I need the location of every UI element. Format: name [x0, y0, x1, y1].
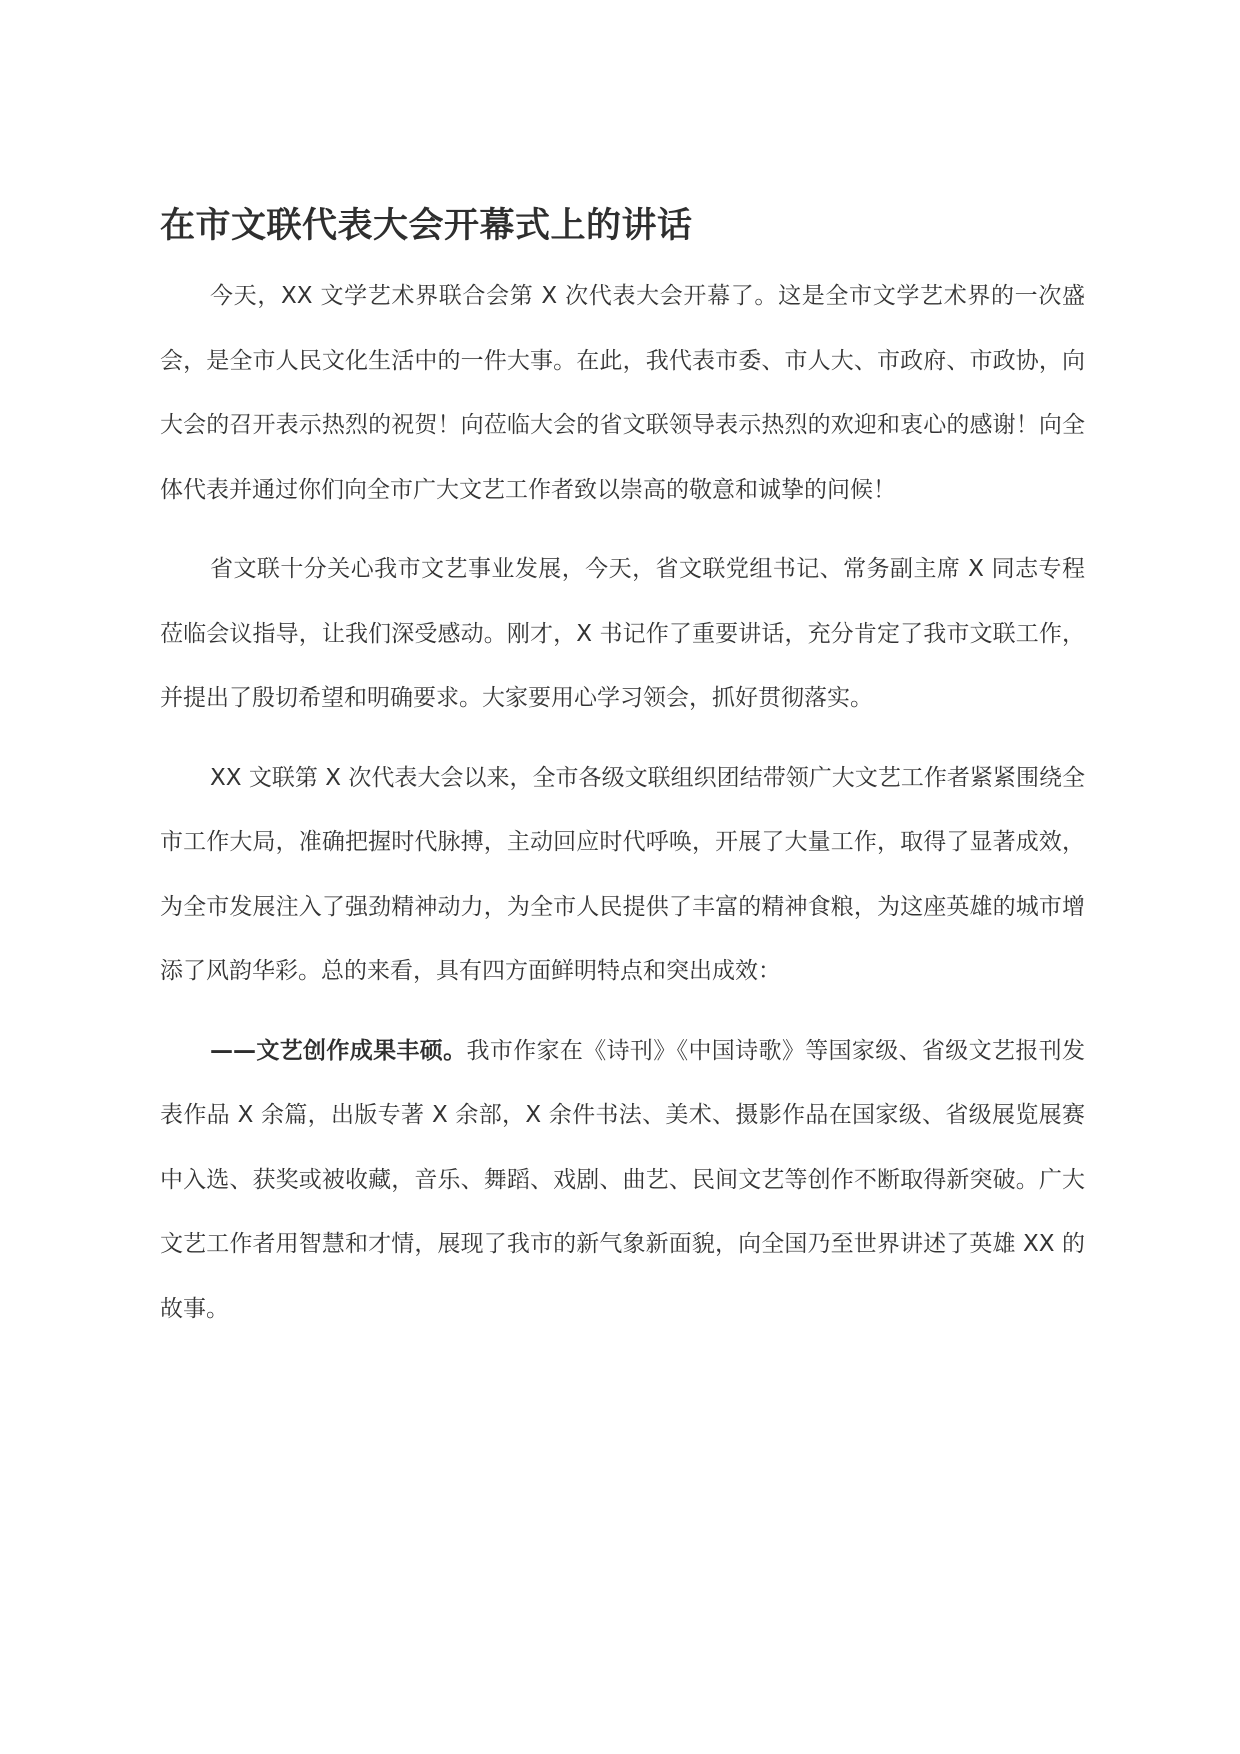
paragraph-4	[160, 1019, 1085, 1342]
paragraph-text: XX 文联第 X 次代表大会以来，全市各级文联组织团结带领广大文艺工作者紧紧围绕全市工作大局，准确把握时代脉搏，主动回应时代呼唤，开展了大量工作，取得了显著成效，为全市发展注入了强劲精神动力，为全市人民提供了丰富的精神食粮，为这座英雄的城市增添了风韵华彩。总的来看，具有四方面鲜明特点和突出成效：	[160, 764, 1085, 984]
paragraph-1	[160, 264, 1085, 522]
paragraph-3	[160, 746, 1085, 1004]
paragraph-text: 我市作家在《诗刊》《中国诗歌》等国家级、省级文艺报刊发表作品 X 余篇，出版专著 X 余部，X 余件书法、美术、摄影作品在国家级、省级展览展赛中入选、获奖或被收藏，音乐、舞蹈、戏剧、曲艺、民间文艺等创作不断取得新突破。广大文艺工作者用智慧和才情，展现了我市的新气象新面貌，向全国乃至世界讲述了英雄 XX 的故事。	[160, 1037, 1086, 1322]
paragraph-text: 省文联十分关心我市文艺事业发展，今天，省文联党组书记、常务副主席 X 同志专程莅临会议指导，让我们深受感动。刚才，X 书记作了重要讲话，充分肯定了我市文联工作，并提出了殷切希望和明确要求。大家要用心学习领会，抓好贯彻落实。	[160, 556, 1085, 711]
document-title: 在市文联代表大会开幕式上的讲话	[160, 206, 693, 246]
paragraph-2	[160, 537, 1085, 731]
document-body	[160, 196, 1085, 1356]
paragraph-text: 今天，XX 文学艺术界联合会第 X 次代表大会开幕了。这是全市文学艺术界的一次盛会，是全市人民文化生活中的一件大事。在此，我代表市委、市人大、市政府、市政协，向大会的召开表示热烈的祝贺！向莅临大会的省文联领导表示热烈的欢迎和衷心的感谢！向全体代表并通过你们向全市广大文艺工作者致以崇高的敬意和诚挚的问候！	[160, 283, 1085, 503]
paragraph-lead-heading: ——文艺创作成果丰硕。	[210, 1037, 467, 1064]
